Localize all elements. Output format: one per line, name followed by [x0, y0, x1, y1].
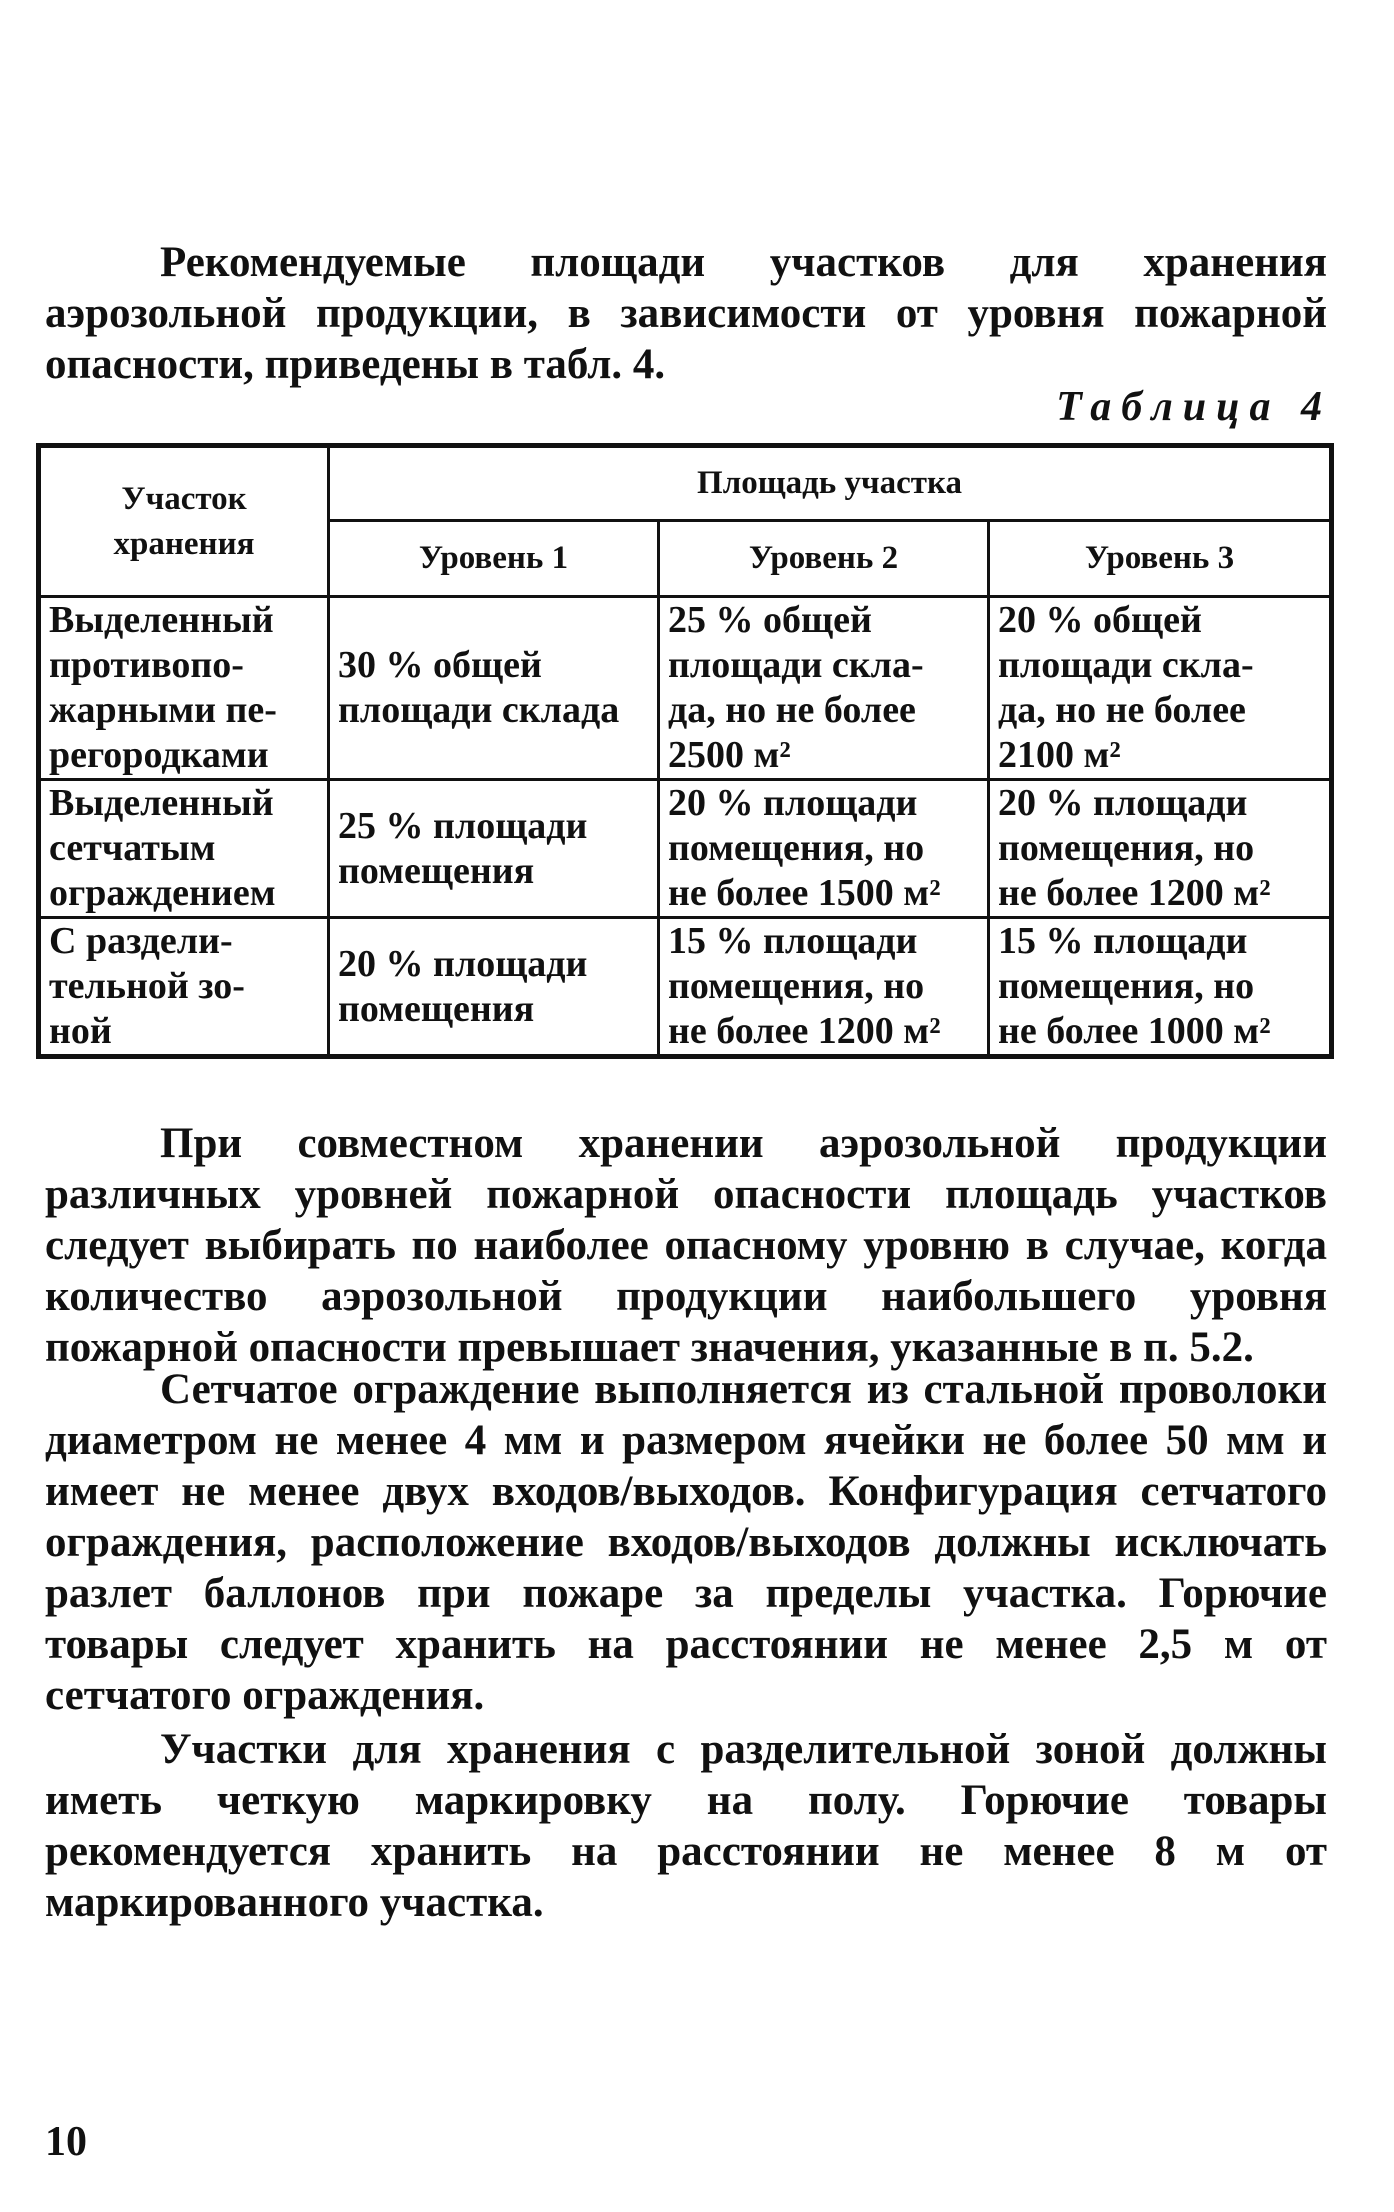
header-storage-area: Участок хранения	[39, 446, 329, 597]
row-area-cell: Выделенный сетчатым ограждением	[39, 780, 329, 918]
level-2-cell: 20 % площади помещения, но не более 1500 м²	[659, 780, 989, 918]
header-level-1: Уровень 1	[329, 521, 659, 597]
header-level-2: Уровень 2	[659, 521, 989, 597]
level-1-cell: 30 % общей площади склада	[329, 597, 659, 780]
level-1-cell: 25 % площади помещения	[329, 780, 659, 918]
table-row	[39, 780, 1332, 918]
level-2-cell: 25 % общей площади скла- да, но не более 2500 м²	[659, 597, 989, 780]
table-caption: Таблица 4	[1056, 384, 1332, 430]
header-area-group: Площадь участка	[329, 446, 1332, 521]
page-number: 10	[45, 2119, 87, 2165]
row-area-cell: С раздели- тельной зо- ной	[39, 918, 329, 1057]
level-3-cell: 15 % площади помещения, но не более 1000 м²	[989, 918, 1332, 1057]
table-row	[39, 597, 1332, 780]
level-2-cell: 15 % площади помещения, но не более 1200 м²	[659, 918, 989, 1057]
table-row	[39, 918, 1332, 1057]
paragraph-combined-storage: При совместном хранении аэрозольной продукции различных уровней пожарной опасности площадь участков следует выбирать по наиболее опасному уровню в случае, когда количество аэрозольной продукции наибольшего уровня пожарной опасности превышает значения, указанные в п. 5.2.	[45, 1120, 1327, 1371]
paragraph-mesh-fence: Сетчатое ограждение выполняется из стальной проволоки диаметром не менее 4 мм и размером ячейки не более 50 мм и имеет не менее двух входов/выходов. Конфигурация сетчатого ограждения, расположение входов/выходов должны исключать разлет баллонов при пожаре за пределы участка. Горючие товары следует хранить на расстоянии не менее 2,5 м от сетчатого ограждения.	[45, 1366, 1327, 1719]
level-3-cell: 20 % общей площади скла- да, но не более 2100 м²	[989, 597, 1332, 780]
header-level-3: Уровень 3	[989, 521, 1332, 597]
level-1-cell: 20 % площади помещения	[329, 918, 659, 1057]
storage-area-table	[36, 443, 1334, 1059]
level-3-cell: 20 % площади помещения, но не более 1200 м²	[989, 780, 1332, 918]
paragraph-intro: Рекомендуемые площади участков для хранения аэрозольной продукции, в зависимости от уровня пожарной опасности, приведены в табл. 4.	[45, 239, 1327, 388]
paragraph-separation-zone: Участки для хранения с разделительной зоной должны иметь четкую маркировку на полу. Горючие товары рекомендуется хранить на расстоянии не менее 8 м от маркированного участка.	[45, 1726, 1327, 1926]
row-area-cell: Выделенный противопо- жарными пе- регородками	[39, 597, 329, 780]
